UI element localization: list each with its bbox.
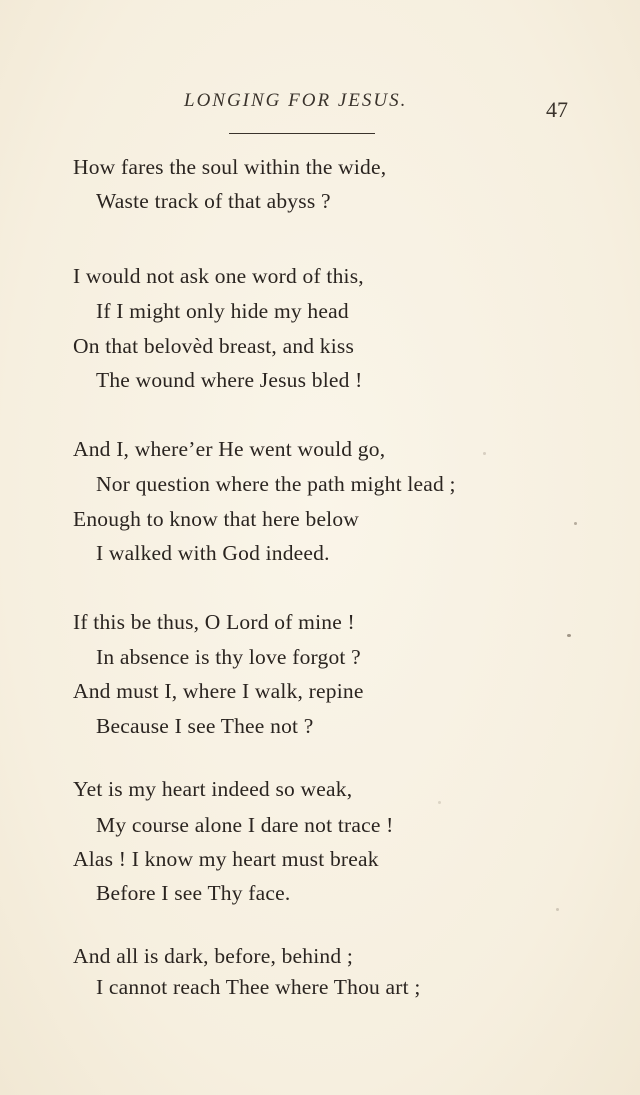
poem-line: Alas ! I know my heart must break: [73, 847, 379, 871]
page-number: 47: [546, 97, 568, 122]
poem-line: In absence is thy love forgot ?: [96, 645, 361, 669]
poem-line: And I, where’er He went would go,: [73, 437, 386, 461]
poem-line: Enough to know that here below: [73, 507, 360, 531]
poem-line: Waste track of that abyss ?: [96, 189, 331, 213]
poem-line: I would not ask one word of this,: [73, 264, 364, 288]
poem-line: The wound where Jesus bled !: [96, 368, 363, 392]
poem-line: Yet is my heart indeed so weak,: [73, 777, 353, 801]
poem-line: Nor question where the path might lead ;: [96, 472, 456, 496]
title-rule: [229, 133, 375, 134]
poem-line: On that belovèd breast, and kiss: [73, 334, 355, 358]
poem-line: And all is dark, before, behind ;: [73, 944, 354, 968]
poem-line: How fares the soul within the wide,: [73, 155, 387, 179]
poem-line: Because I see Thee not ?: [96, 714, 314, 738]
poem-line: And must I, where I walk, repine: [73, 679, 364, 703]
paper-speck: [567, 634, 571, 637]
poem-line: If this be thus, O Lord of mine !: [73, 610, 355, 634]
poem-line: I cannot reach Thee where Thou art ;: [96, 975, 421, 999]
paper-speck: [556, 908, 559, 911]
poem-line: I walked with God indeed.: [96, 541, 330, 565]
paper-speck: [438, 801, 441, 804]
paper-speck: [483, 452, 486, 455]
poem-line: Before I see Thy face.: [96, 881, 291, 905]
poem-line: My course alone I dare not trace !: [96, 813, 394, 837]
running-title: LONGING FOR JESUS.: [184, 90, 408, 111]
paper-speck: [574, 522, 577, 525]
poem-line: If I might only hide my head: [96, 299, 349, 323]
